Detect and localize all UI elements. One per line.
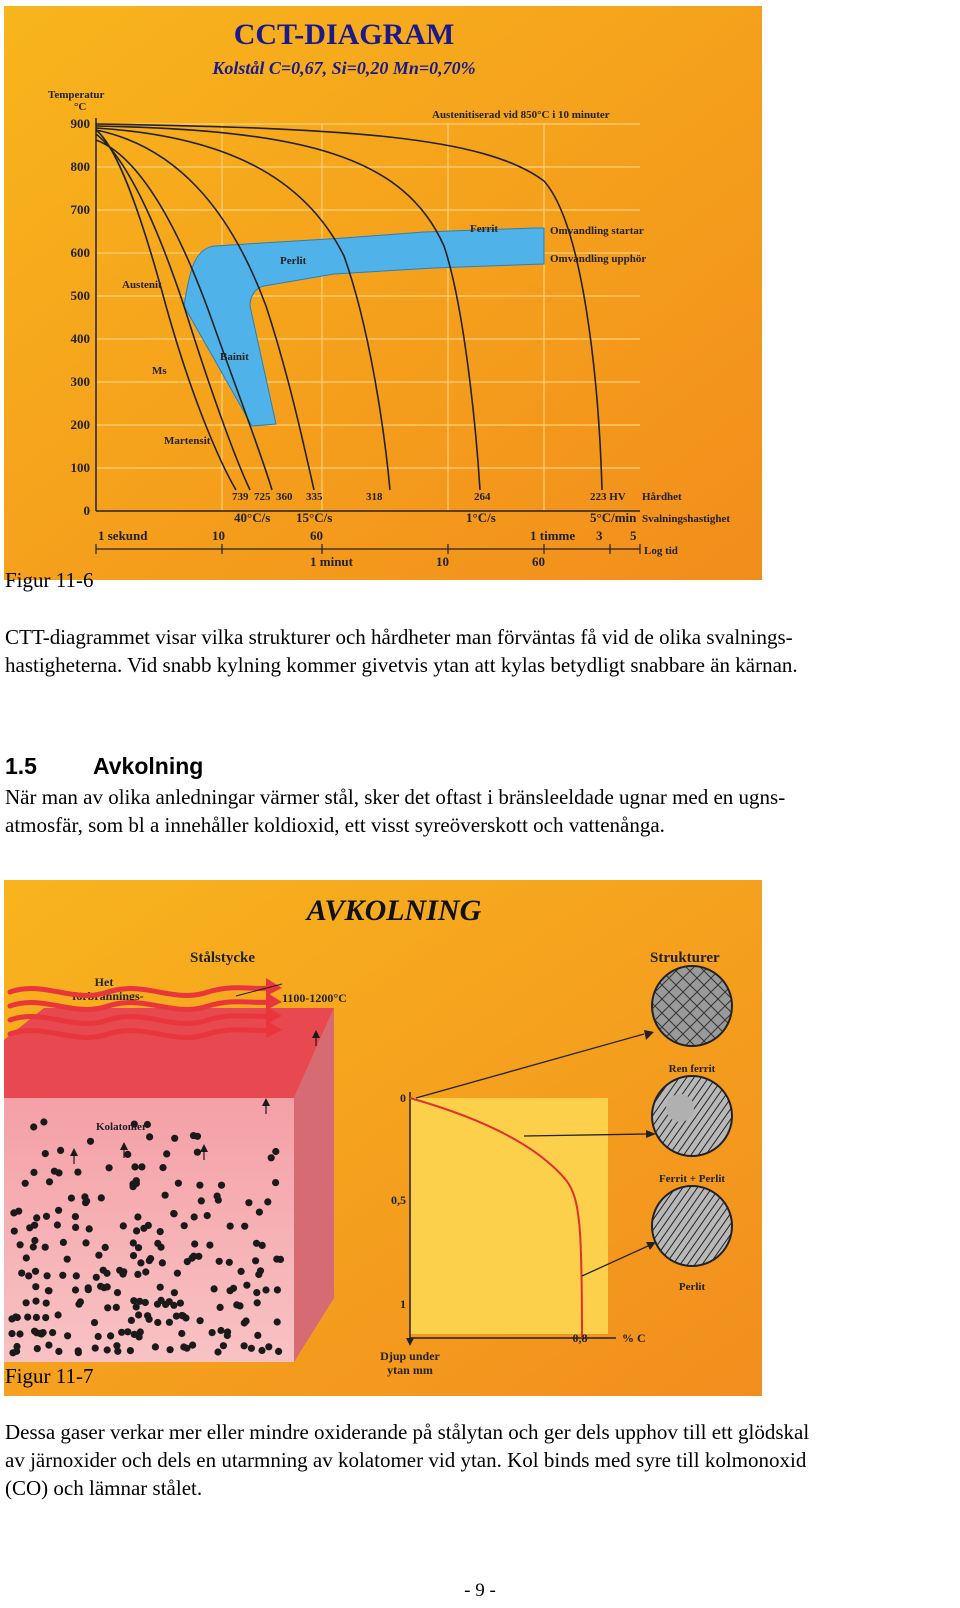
carbon-atom-dot bbox=[258, 1347, 265, 1354]
avkolning-title: AVKOLNING bbox=[306, 894, 482, 927]
carbon-atom-dot bbox=[64, 1256, 71, 1263]
label-ms: Ms bbox=[152, 365, 167, 377]
carbon-atom-dot bbox=[171, 1135, 178, 1142]
carbon-atom-dot bbox=[146, 1316, 153, 1323]
carbon-atom-dot bbox=[92, 1345, 99, 1352]
carbon-atom-dot bbox=[162, 1192, 169, 1199]
carbon-atom-dot bbox=[195, 1253, 202, 1260]
carbon-atom-dot bbox=[74, 1169, 81, 1176]
carbon-atom-dot bbox=[216, 1258, 223, 1265]
carbon-atom-dot bbox=[209, 1329, 216, 1336]
carbon-atom-dot bbox=[59, 1272, 66, 1279]
hardness-label: Hårdhet bbox=[642, 491, 682, 503]
carbon-atom-dot bbox=[32, 1283, 39, 1290]
carbon-atom-dot bbox=[37, 1330, 44, 1337]
carbon-atom-dot bbox=[102, 1244, 109, 1251]
carbon-atom-dot bbox=[85, 1286, 92, 1293]
carbon-atom-dot bbox=[93, 1274, 100, 1281]
carbon-atom-dot bbox=[173, 1313, 180, 1320]
depth-label-line2: ytan mm bbox=[387, 1363, 433, 1377]
carbon-atom-dot bbox=[254, 1332, 261, 1339]
carbon-atom-dot bbox=[206, 1242, 213, 1249]
carbon-atom-dot bbox=[157, 1228, 164, 1235]
structures-label: Strukturer bbox=[650, 950, 720, 966]
carbon-atom-dot bbox=[189, 1342, 196, 1349]
ferrite-pearlite-micrograph bbox=[652, 1076, 732, 1156]
carbon-atom-dot bbox=[55, 1207, 62, 1214]
section-title: Avkolning bbox=[93, 753, 204, 779]
carbon-atom-dot bbox=[128, 1317, 135, 1324]
carbon-atom-dot bbox=[214, 1348, 221, 1355]
carbon-atom-dot bbox=[72, 1224, 79, 1231]
carbon-atom-dot bbox=[54, 1221, 61, 1228]
cooling-rate: 15°C/s bbox=[296, 510, 333, 525]
carbon-atom-dot bbox=[95, 1252, 102, 1259]
piece-label: Stålstycke bbox=[190, 950, 255, 966]
carbon-atom-dot bbox=[191, 1240, 198, 1247]
carbon-atom-dot bbox=[40, 1118, 47, 1125]
carbon-atom-dot bbox=[254, 1299, 261, 1306]
carbon-atom-dot bbox=[227, 1287, 234, 1294]
carbon-atom-dot bbox=[256, 1209, 263, 1216]
carbon-atom-dot bbox=[171, 1289, 178, 1296]
carbon-atom-dot bbox=[196, 1182, 203, 1189]
struct-label-1: Ren ferrit bbox=[668, 1063, 716, 1075]
carbon-atom-dot bbox=[42, 1314, 49, 1321]
depth-label-line1: Djup under bbox=[380, 1349, 440, 1363]
carbon-atom-dot bbox=[138, 1163, 145, 1170]
carbon-atom-dot bbox=[124, 1151, 131, 1158]
carbon-atom-dot bbox=[154, 1319, 161, 1326]
depth-tick: 0 bbox=[400, 1091, 406, 1105]
carbon-atom-dot bbox=[26, 1224, 33, 1231]
carbon-atom-dot bbox=[55, 1311, 62, 1318]
paragraph-line: Dessa gaser verkar mer eller mindre oxiderande på stålytan och ger dels upphov till ett glödskal bbox=[5, 1420, 810, 1444]
carbon-atom-dot bbox=[226, 1259, 233, 1266]
carbon-atom-dot bbox=[215, 1197, 222, 1204]
carbon-atom-dot bbox=[134, 1213, 141, 1220]
carbon-atom-dot bbox=[274, 1318, 281, 1325]
carbon-atom-dot bbox=[9, 1349, 16, 1356]
carbon-atom-dot bbox=[268, 1154, 275, 1161]
carbon-atom-dot bbox=[11, 1228, 18, 1235]
carbon-atom-dot bbox=[8, 1330, 15, 1337]
carbon-atom-dot bbox=[82, 1199, 89, 1206]
paragraph-line: av järnoxider och dels en utarmning av kolatomer vid ytan. Kol binds med syre till kolmonoxid bbox=[5, 1448, 807, 1472]
y-tick: 400 bbox=[70, 331, 90, 346]
depth-tick: 1 bbox=[400, 1297, 406, 1311]
carbon-atom-dot bbox=[241, 1342, 248, 1349]
carbon-atom-dot bbox=[45, 1342, 52, 1349]
paragraph-line: CTT-diagrammet visar vilka strukturer och hårdheter man förväntas få vid de olika svalnings- bbox=[5, 625, 793, 649]
hardness-value: 264 bbox=[474, 491, 491, 503]
carbon-atom-dot bbox=[272, 1179, 279, 1186]
time-label: 1 minut bbox=[310, 554, 353, 569]
carbon-atom-dot bbox=[275, 1348, 282, 1355]
time-label: 1 timme bbox=[530, 528, 576, 543]
carbon-atom-dot bbox=[220, 1342, 227, 1349]
carbon-atom-dot bbox=[64, 1332, 71, 1339]
carbon-atom-dot bbox=[68, 1195, 75, 1202]
cct-diagram-figure bbox=[4, 6, 762, 580]
time-label: 60 bbox=[310, 528, 323, 543]
time-label: 60 bbox=[532, 554, 545, 569]
carbon-atom-dot bbox=[257, 1267, 264, 1274]
carbon-atom-dot bbox=[57, 1147, 64, 1154]
austenitization-note: Austenitiserad vid 850°C i 10 minuter bbox=[432, 109, 610, 121]
carbon-atom-dot bbox=[17, 1241, 24, 1248]
label-bainit: Bainit bbox=[220, 351, 249, 363]
carbon-atom-dot bbox=[191, 1213, 198, 1220]
carbon-atom-dot bbox=[167, 1346, 174, 1353]
cooling-rate: 5°C/min bbox=[590, 510, 637, 525]
hardness-value: 335 bbox=[306, 491, 323, 503]
carbon-atom-dot bbox=[175, 1180, 182, 1187]
carbon-atom-dot bbox=[217, 1327, 224, 1334]
carbon-atom-dot bbox=[43, 1300, 50, 1307]
carbon-unit: % C bbox=[622, 1331, 646, 1345]
depth-tick: 0,5 bbox=[391, 1193, 406, 1207]
struct-label-2: Ferrit + Perlit bbox=[658, 1173, 726, 1185]
section-heading bbox=[5, 753, 203, 780]
carbon-atom-dot bbox=[211, 1285, 218, 1292]
carbon-atom-dot bbox=[174, 1270, 181, 1277]
carbon-atom-dot bbox=[178, 1330, 185, 1337]
carbon-atom-dot bbox=[130, 1252, 137, 1259]
cooling-rate-label: Svalningshastighet bbox=[642, 513, 731, 525]
carbon-atom-dot bbox=[253, 1240, 260, 1247]
carbon-atom-dot bbox=[135, 1244, 142, 1251]
carbon-atom-dot bbox=[30, 1243, 37, 1250]
carbon-atom-dot bbox=[101, 1284, 108, 1291]
carbon-atom-dot bbox=[142, 1268, 149, 1275]
legend-end: Omvandling upphör bbox=[550, 253, 647, 265]
carbon-atom-dot bbox=[46, 1178, 53, 1185]
carbon-atom-dot bbox=[49, 1329, 56, 1336]
carbon-atom-dot bbox=[152, 1343, 159, 1350]
carbon-atom-dot bbox=[30, 1123, 37, 1130]
figure-caption-1: Figur 11-6 bbox=[5, 568, 94, 592]
carbon-atom-dot bbox=[224, 1332, 231, 1339]
y-tick: 0 bbox=[83, 503, 90, 518]
carbon-atom-dot bbox=[159, 1259, 166, 1266]
carbon-atom-dot bbox=[116, 1267, 123, 1274]
carbon-atom-dot bbox=[159, 1164, 166, 1171]
y-axis-title-line1: Temperatur bbox=[48, 89, 105, 101]
carbon-atom-dot bbox=[227, 1223, 234, 1230]
carbon-atom-dot bbox=[131, 1163, 138, 1170]
carbon-atom-dot bbox=[194, 1133, 201, 1140]
carbon-atom-dot bbox=[154, 1240, 161, 1247]
y-tick: 700 bbox=[70, 202, 90, 217]
y-tick: 500 bbox=[70, 288, 90, 303]
carbon-atom-dot bbox=[243, 1317, 250, 1324]
gas-label-line2: förbrännings- bbox=[72, 989, 144, 1003]
pure-ferrite-micrograph bbox=[652, 966, 732, 1046]
carbon-atom-dot bbox=[243, 1282, 250, 1289]
ferrite-grain bbox=[666, 1094, 694, 1122]
carbon-atom-dot bbox=[113, 1304, 120, 1311]
carbon-atom-dot bbox=[197, 1317, 204, 1324]
carbon-atom-dot bbox=[44, 1272, 51, 1279]
carbon-atom-dot bbox=[34, 1345, 41, 1352]
carbon-atom-dot bbox=[147, 1255, 154, 1262]
page-number: - 9 - bbox=[464, 1580, 496, 1601]
y-tick: 300 bbox=[70, 374, 90, 389]
carbon-atom-dot bbox=[140, 1225, 147, 1232]
carbon-atom-dot bbox=[45, 1287, 52, 1294]
paragraph-line: atmosfär, som bl a innehåller koldioxid, ett visst syreöverskott och vattenånga. bbox=[5, 813, 665, 837]
carbon-atom-dot bbox=[33, 1314, 40, 1321]
hardness-value: 360 bbox=[276, 491, 293, 503]
time-label: 10 bbox=[436, 554, 449, 569]
carbon-atom-dot bbox=[182, 1314, 189, 1321]
carbon-atom-dot bbox=[274, 1286, 281, 1293]
label-perlit: Perlit bbox=[280, 255, 307, 267]
carbon-atom-dot bbox=[91, 1319, 98, 1326]
cooling-rate: 1°C/s bbox=[466, 510, 496, 525]
carbon-atom-dot bbox=[75, 1301, 82, 1308]
carbon-atom-dot bbox=[131, 1331, 138, 1338]
gas-label-line1: Het bbox=[94, 975, 114, 989]
carbon-atom-dot bbox=[86, 1225, 93, 1232]
carbon-atom-dot bbox=[55, 1348, 62, 1355]
carbon-label: Kolatomer bbox=[96, 1121, 147, 1133]
time-label: 3 bbox=[596, 528, 603, 543]
carbon-atom-dot bbox=[157, 1284, 164, 1291]
carbon-atom-dot bbox=[252, 1257, 259, 1264]
y-tick: 100 bbox=[70, 460, 90, 475]
paragraph-line: hastigheterna. Vid snabb kylning kommer givetvis ytan att kylas betydligt snabbare än kärnan. bbox=[5, 653, 798, 677]
carbon-atom-dot bbox=[51, 1168, 58, 1175]
carbon-atom-dot bbox=[204, 1212, 211, 1219]
label-martensit: Martensit bbox=[164, 435, 211, 447]
carbon-atom-dot bbox=[15, 1208, 22, 1215]
log-time-label: Log tid bbox=[644, 545, 678, 557]
struct-label-3: Perlit bbox=[678, 1281, 706, 1293]
carbon-atom-dot bbox=[171, 1210, 178, 1217]
cct-subtitle: Kolstål C=0,67, Si=0,20 Mn=0,70% bbox=[212, 58, 476, 78]
paragraph-line: (CO) och lämnar stålet. bbox=[5, 1476, 203, 1500]
carbon-atom-dot bbox=[264, 1198, 271, 1205]
carbon-atom-dot bbox=[127, 1347, 134, 1354]
carbon-atom-dot bbox=[31, 1237, 38, 1244]
carbon-atom-dot bbox=[133, 1227, 140, 1234]
carbon-atom-dot bbox=[118, 1329, 125, 1336]
carbon-atom-dot bbox=[42, 1150, 49, 1157]
carbon-atom-dot bbox=[98, 1194, 105, 1201]
carbon-atom-dot bbox=[133, 1180, 140, 1187]
carbon-atom-dot bbox=[273, 1256, 280, 1263]
carbon-atom-dot bbox=[104, 1346, 111, 1353]
carbon-tick: 0,8 bbox=[572, 1331, 588, 1345]
carbon-atom-dot bbox=[166, 1319, 173, 1326]
carbon-atom-dot bbox=[13, 1343, 20, 1350]
hardness-value: 318 bbox=[366, 491, 383, 503]
carbon-atom-dot bbox=[72, 1213, 79, 1220]
carbon-atom-dot bbox=[18, 1270, 25, 1277]
carbon-atom-dot bbox=[262, 1286, 269, 1293]
decarburization-figure bbox=[4, 880, 762, 1396]
carbon-atom-dot bbox=[23, 1299, 30, 1306]
y-tick: 600 bbox=[70, 245, 90, 260]
carbon-atom-dot bbox=[198, 1197, 205, 1204]
carbon-atom-dot bbox=[12, 1313, 19, 1320]
hardness-value: 739 bbox=[232, 491, 249, 503]
carbon-atom-dot bbox=[82, 1239, 89, 1246]
carbon-atom-dot bbox=[241, 1223, 248, 1230]
carbon-atom-dot bbox=[42, 1244, 49, 1251]
carbon-atom-dot bbox=[218, 1182, 225, 1189]
carbon-atom-dot bbox=[75, 1347, 82, 1354]
carbon-atom-dot bbox=[135, 1311, 142, 1318]
carbon-atom-dot bbox=[238, 1268, 245, 1275]
time-label: 1 sekund bbox=[98, 528, 148, 543]
y-tick: 800 bbox=[70, 159, 90, 174]
steel-block bbox=[4, 1008, 334, 1362]
carbon-atom-dot bbox=[16, 1330, 23, 1337]
carbon-atom-dot bbox=[158, 1297, 165, 1304]
carbon-atom-dot bbox=[253, 1289, 260, 1296]
carbon-atom-dot bbox=[43, 1213, 50, 1220]
carbon-atom-dot bbox=[134, 1271, 141, 1278]
carbon-atom-dot bbox=[107, 1332, 114, 1339]
carbon-atom-dot bbox=[248, 1345, 255, 1352]
carbon-atom-dot bbox=[106, 1164, 113, 1171]
carbon-atom-dot bbox=[114, 1289, 121, 1296]
carbon-atom-dot bbox=[60, 1239, 67, 1246]
carbon-atom-dot bbox=[72, 1286, 79, 1293]
carbon-atom-dot bbox=[194, 1149, 201, 1156]
carbon-atom-dot bbox=[87, 1138, 94, 1145]
carbon-atom-dot bbox=[25, 1272, 32, 1279]
section-number: 1.5 bbox=[5, 753, 37, 779]
time-label: 5 bbox=[630, 528, 637, 543]
label-austenit: Austenit bbox=[122, 279, 162, 291]
carbon-atom-dot bbox=[177, 1300, 184, 1307]
hardness-value: 725 bbox=[254, 491, 271, 503]
carbon-atom-dot bbox=[23, 1254, 30, 1261]
carbon-atom-dot bbox=[22, 1180, 29, 1187]
carbon-atom-dot bbox=[272, 1148, 279, 1155]
paragraph-3 bbox=[5, 1418, 957, 1502]
carbon-atom-dot bbox=[33, 1214, 40, 1221]
y-axis-title-line2: °C bbox=[74, 101, 87, 113]
y-tick: 200 bbox=[70, 417, 90, 432]
carbon-atom-dot bbox=[104, 1304, 111, 1311]
carbon-atom-dot bbox=[100, 1267, 107, 1274]
carbon-atom-dot bbox=[233, 1301, 240, 1308]
legend-start: Omvandling startar bbox=[550, 225, 644, 237]
carbon-atom-dot bbox=[142, 1299, 149, 1306]
hardness-value: 223 HV bbox=[590, 491, 626, 503]
carbon-atom-dot bbox=[163, 1150, 170, 1157]
pearlite-micrograph bbox=[652, 1186, 732, 1266]
paragraph-1 bbox=[5, 623, 957, 679]
carbon-atom-dot bbox=[137, 1259, 144, 1266]
paragraph-line: När man av olika anledningar värmer stål, sker det oftast i bränsleeldade ugnar med en ugns- bbox=[5, 785, 786, 809]
carbon-atom-dot bbox=[170, 1302, 177, 1309]
time-label: 10 bbox=[212, 528, 225, 543]
carbon-atom-dot bbox=[245, 1199, 252, 1206]
y-tick: 900 bbox=[70, 116, 90, 131]
carbon-atom-dot bbox=[113, 1342, 120, 1349]
paragraph-2 bbox=[5, 783, 957, 839]
carbon-atom-dot bbox=[265, 1343, 272, 1350]
carbon-atom-dot bbox=[24, 1314, 31, 1321]
figure-caption-2: Figur 11-7 bbox=[5, 1364, 94, 1388]
carbon-atom-dot bbox=[32, 1268, 39, 1275]
cooling-rate: 40°C/s bbox=[234, 510, 271, 525]
carbon-atom-dot bbox=[120, 1222, 127, 1229]
temp-label: 1100-1200°C bbox=[282, 991, 347, 1005]
carbon-atom-dot bbox=[95, 1333, 102, 1340]
carbon-atom-dot bbox=[32, 1298, 39, 1305]
carbon-atom-dot bbox=[124, 1328, 131, 1335]
carbon-atom-dot bbox=[146, 1133, 153, 1140]
cct-title: CCT-DIAGRAM bbox=[233, 18, 455, 51]
carbon-atom-dot bbox=[217, 1304, 224, 1311]
carbon-atom-dot bbox=[73, 1272, 80, 1279]
label-ferrit: Ferrit bbox=[470, 223, 499, 235]
carbon-atom-dot bbox=[30, 1169, 37, 1176]
carbon-atom-dot bbox=[181, 1222, 188, 1229]
